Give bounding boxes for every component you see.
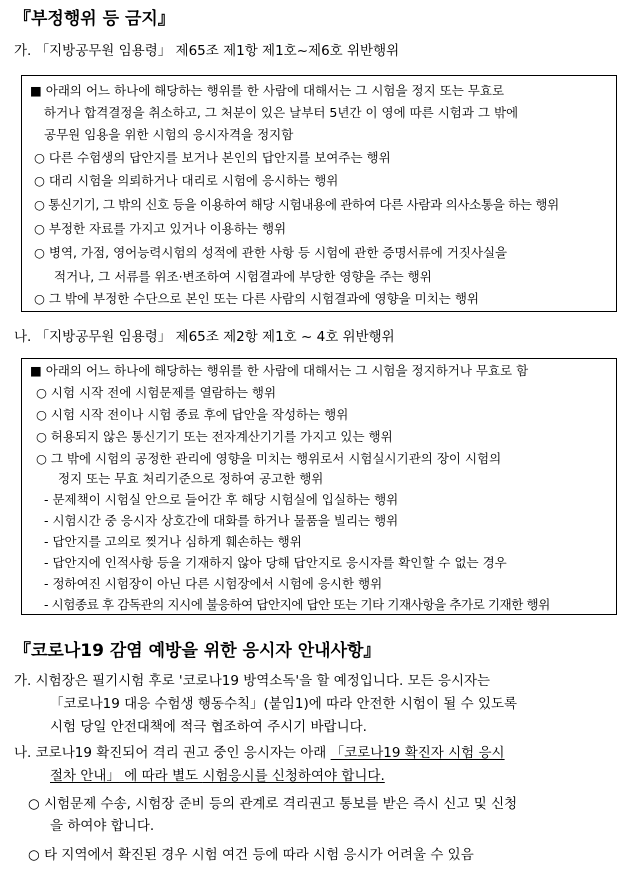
box1-line: ○ 부정한 자료를 가지고 있거나 이용하는 행위 <box>34 221 287 236</box>
b-line2-prefix: 절차 안내」 <box>50 768 120 784</box>
box1-line: ○ 병역, 가점, 영어능력시험의 성적에 관한 사항 등 시험에 관한 증명서류에 거짓사실을 <box>34 245 508 260</box>
box1-line: ■ 아래의 어느 하나에 해당하는 행위를 한 사람에 대해서는 그 시험을 정지 또는 무효로 <box>30 83 505 98</box>
section2-bullet-cont: 을 하여야 합니다. <box>50 818 155 834</box>
section2-a-line: 「코로나19 대응 수험생 행동수칙」(붙임1)에 따라 안전한 시험이 될 수 있도록 <box>50 696 518 712</box>
section2-b-line-2 <box>50 767 385 785</box>
section2-title: 『코로나19 감염 예방을 위한 응시자 안내사항』 <box>14 641 381 661</box>
box2-line: - 시험종료 후 감독관의 지시에 불응하여 답안지에 답안 또는 기타 기재사항을 추가로 기재한 행위 <box>44 597 550 612</box>
box2-line: ○ 허용되지 않은 통신기기 또는 전자계산기기를 가지고 있는 행위 <box>36 429 393 444</box>
box1-line: 적거나, 그 서류를 위조·변조하여 시험결과에 부당한 영향을 주는 행위 <box>54 269 432 284</box>
section2-b-line-1 <box>14 744 505 762</box>
box2-line: ○ 그 밖에 시험의 공정한 관리에 영향을 미치는 행위로서 시험실시기관의 장이 시험의 <box>36 451 502 466</box>
box2-line: - 정하여진 시험장이 아닌 다른 시험장에서 시험에 응시한 행위 <box>44 576 383 591</box>
box2-line: ○ 시험 시작 전이나 시험 종료 후에 답안을 작성하는 행위 <box>36 407 349 422</box>
box2-line: - 시험시간 중 응시자 상호간에 대화를 하거나 물품을 빌리는 행위 <box>44 513 399 528</box>
box1-line: 공무원 임용을 위한 시험의 응시자격을 정지함 <box>44 127 294 142</box>
box1-line: ○ 대리 시험을 의뢰하거나 대리로 시험에 응시하는 행위 <box>34 173 339 188</box>
section1-sub-b: 나. 「지방공무원 임용령」 제65조 제2항 제1호 ~ 4호 위반행위 <box>14 329 395 345</box>
section2-a-line: 시험 당일 안전대책에 적극 협조하여 주시기 바랍니다. <box>50 719 367 735</box>
b-line2-mid: 에 따라 별도 <box>119 768 203 784</box>
box1-line: ○ 그 밖에 부정한 수단으로 본인 또는 다른 사람의 시험결과에 영향을 미치는 행위 <box>34 291 479 306</box>
prohibited-acts-box-1 <box>21 75 617 312</box>
box1-line: ○ 다른 수험생의 답안지를 보거나 본인의 답안지를 보여주는 행위 <box>34 150 391 165</box>
box2-line: 정지 또는 무효 처리기준으로 정하여 공고한 행위 <box>58 471 324 486</box>
box2-line: - 답안지에 인적사항 등을 기재하지 않아 당해 답안지로 응시자를 확인할 수 없는 경우 <box>44 555 507 570</box>
box1-line: ○ 통신기기, 그 밖의 신호 등을 이용하여 해당 시험내용에 관하여 다른 사람과 의사소통을 하는 행위 <box>34 197 559 212</box>
section2-bullet: ○ 타 지역에서 확진된 경우 시험 여건 등에 따라 시험 응시가 어려울 수 있음 <box>28 847 474 863</box>
box2-line: - 문제책이 시험실 안으로 들어간 후 해당 시험실에 입실하는 행위 <box>44 492 399 507</box>
box2-line: ○ 시험 시작 전에 시험문제를 열람하는 행위 <box>36 385 277 400</box>
b-line2-end: 시험응시를 신청하여야 합니다. <box>202 768 385 784</box>
box2-line: - 답안지를 고의로 찢거나 심하게 훼손하는 행위 <box>44 534 302 549</box>
box1-line: 하거나 합격결정을 취소하고, 그 처분이 있은 날부터 5년간 이 영에 따른 시험과 그 밖에 <box>44 105 519 120</box>
section2-a-line: 가. 시험장은 필기시험 후로 '코로나19 방역소독'을 할 예정입니다. 모든 응시자는 <box>14 673 491 689</box>
b-underlined: 「코로나19 확진자 시험 응시 <box>330 745 505 761</box>
section2-bullet: ○ 시험문제 수송, 시험장 준비 등의 관계로 격리권고 통보를 받은 즉시 신고 및 신청 <box>28 796 518 812</box>
section1-sub-a: 가. 「지방공무원 임용령」 제65조 제1항 제1호~제6호 위반행위 <box>14 43 400 59</box>
prohibited-acts-box-2 <box>21 358 617 615</box>
b-prefix: 나. 코로나19 확진되어 격리 권고 중인 응시자는 아래 <box>14 745 331 761</box>
section1-title: 『부정행위 등 금지』 <box>14 9 175 29</box>
box2-line: ■ 아래의 어느 하나에 해당하는 행위를 한 사람에 대해서는 그 시험을 정지하거나 무효로 함 <box>30 363 529 378</box>
